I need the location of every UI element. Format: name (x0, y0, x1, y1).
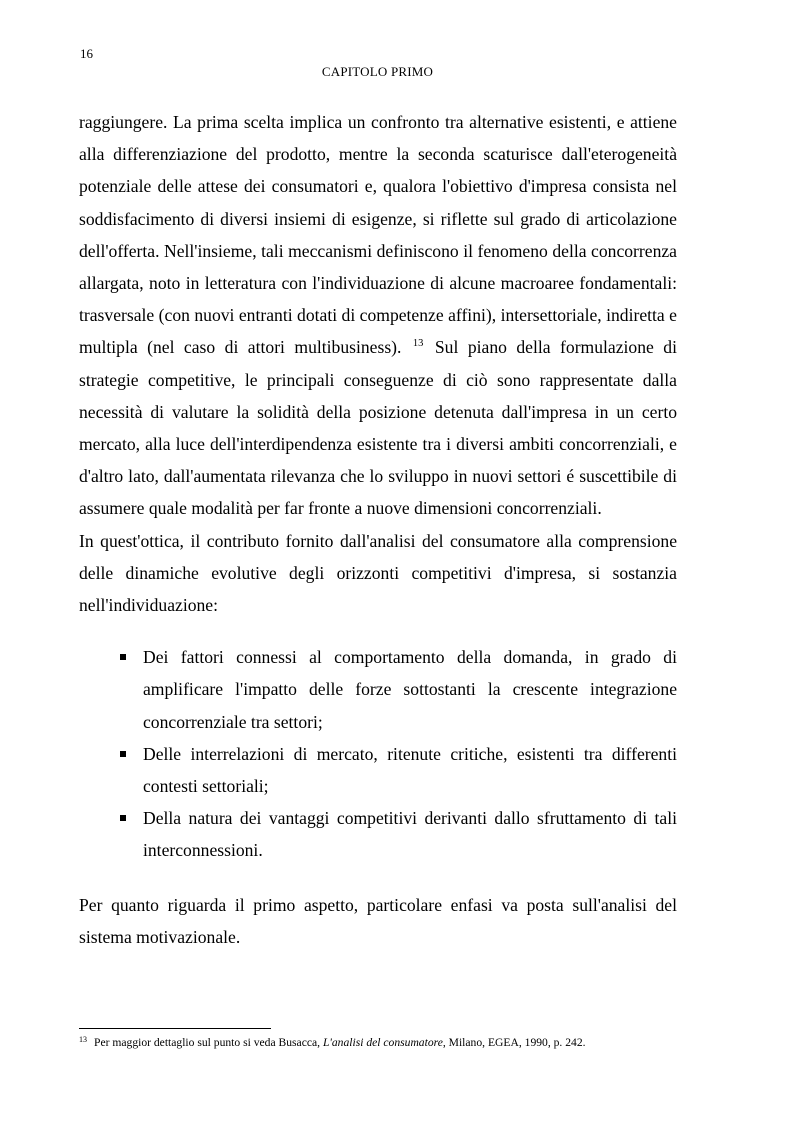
list-item (79, 641, 677, 738)
square-bullet-icon (120, 654, 126, 660)
footnote-number: 13 (79, 1035, 87, 1044)
paragraph-1 (79, 106, 677, 525)
square-bullet-icon (120, 751, 126, 757)
footnote (79, 1036, 699, 1049)
paragraph-1-text: raggiungere. La prima scelta implica un confronto tra alternative esistenti, e attiene alla differenziazione del prodotto, mentre la seconda scaturisce dall'eterogeneità potenziale delle attese dei consumatori e, qualora l'obiettivo d'impresa consista nel soddisfacimento di diversi insiemi di esigenze, si riflette sul grado di articolazione dell'offerta. Nell'insieme, tali meccanismi definiscono il fenomeno della concorrenza allargata, noto in letteratura con l'individuazione di alcune macroaree fondamentali: trasversale (con nuovi entranti dotati di competenze affini), intersettoriale, indiretta e multipla (nel caso di attori multibusiness). (79, 112, 677, 358)
footnote-reference: 13 (412, 338, 424, 350)
list-item-text: Della natura dei vantaggi competitivi derivanti dallo sfruttamento di tali interconnessioni. (143, 808, 677, 861)
running-head: CAPITOLO PRIMO (321, 64, 434, 79)
footnote-text: Per maggior dettaglio sul punto si veda Busacca, (94, 1036, 321, 1049)
body-text (79, 106, 677, 953)
closing-paragraph: Per quanto riguarda il primo aspetto, particolare enfasi va posta sull'analisi del sistema motivazionale. (79, 894, 677, 947)
footnote-citation: , Milano, EGEA, 1990, p. 242. (442, 1036, 586, 1049)
paragraph-2: In quest'ottica, il contributo fornito dall'analisi del consumatore alla comprensione delle dinamiche evolutive degli orizzonti competitivi d'impresa, si sostanzia nell'individuazione: (79, 530, 677, 616)
page-number: 16 (80, 46, 93, 61)
list-item-text: Dei fattori connessi al comportamento della domanda, in grado di amplificare l'impatto delle forze sottostanti la crescente integrazione concorrenziale tra settori; (143, 647, 677, 732)
paragraph-1-continuation: Sul piano della formulazione di strategie competitive, le principali conseguenze di ciò sono rappresentate dalla necessità di valutare la solidità della posizione detenuta dall'impresa in un certo mercato, alla luce dell'interdipendenza esistente tra i diversi ambiti concorrenziali, e d'altro lato, dall'aumentata rilevanza che lo sviluppo in nuovi settori é suscettibile di assumere quale modalità per far fronte a nuove dimensioni concorrenziali. (79, 337, 677, 519)
footnote-divider (79, 1028, 271, 1029)
list-item (79, 802, 677, 866)
square-bullet-icon (120, 815, 126, 821)
bullet-list (79, 641, 677, 866)
list-item (79, 738, 677, 802)
list-item-text: Delle interrelazioni di mercato, ritenute critiche, esistenti tra differenti contesti settoriali; (143, 743, 677, 797)
footnote-title: L'analisi del consumatore (322, 1036, 443, 1049)
